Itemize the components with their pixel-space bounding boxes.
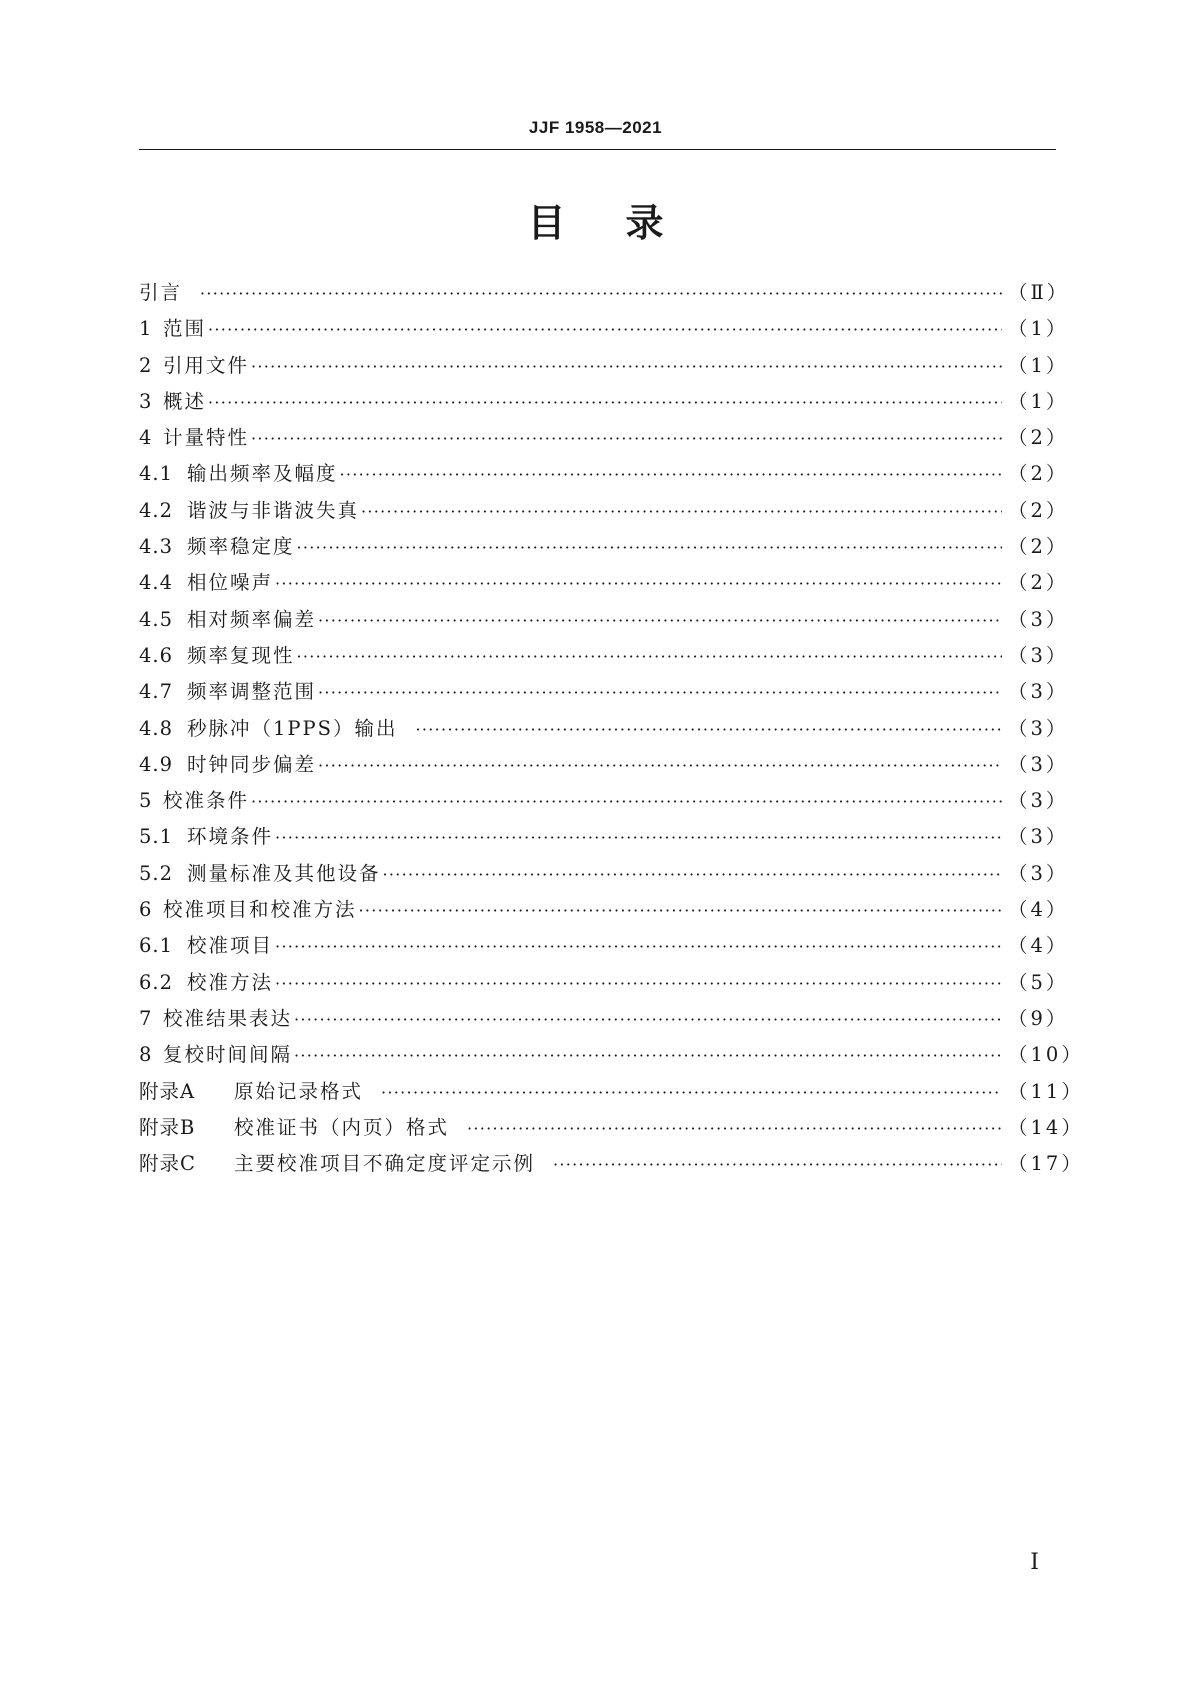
toc-entry[interactable]	[139, 1112, 1084, 1148]
toc-entry-page: （4）	[1008, 934, 1069, 958]
toc-entry[interactable]	[139, 713, 1069, 749]
toc-entry[interactable]	[139, 821, 1069, 857]
toc-entry-page: （2）	[1008, 498, 1069, 522]
toc-leader-dots	[381, 1083, 1002, 1102]
toc-entry[interactable]	[139, 313, 1069, 349]
toc-leader-dots	[416, 720, 1002, 739]
toc-entry-title: 校准证书（内页）格式	[234, 1115, 450, 1139]
toc-leader-dots	[208, 320, 1002, 339]
toc-leader-dots	[383, 865, 1002, 884]
toc-entry-title: 引用文件	[163, 353, 250, 377]
toc-leader-dots	[318, 611, 1002, 630]
toc-entry-title: 校准结果表达	[163, 1006, 293, 1030]
toc-leader-dots	[294, 1046, 1002, 1065]
toc-leader-dots	[275, 828, 1002, 847]
toc-entry-page: （3）	[1008, 752, 1069, 776]
toc-entry-title: 范围	[163, 317, 207, 341]
toc-entry-page: （11）	[1008, 1079, 1084, 1103]
toc-entry-page: （5）	[1008, 970, 1069, 994]
toc-leader-dots	[275, 937, 1002, 956]
toc-entry-number: 4.8	[139, 716, 174, 740]
toc-entry-page: （Ⅱ）	[1008, 281, 1070, 304]
toc-entry-page: （14）	[1008, 1115, 1084, 1139]
toc-entry-title: 频率调整范围	[187, 680, 317, 704]
page-number: Ⅰ	[1030, 1550, 1039, 1575]
toc-entry-page: （2）	[1008, 462, 1069, 486]
toc-entry-number: 4.4	[139, 571, 174, 595]
toc-entry-title: 复校时间间隔	[163, 1043, 293, 1067]
toc-entry[interactable]	[139, 495, 1069, 531]
toc-leader-dots	[318, 756, 1002, 775]
toc-entry-number: 附录A	[139, 1079, 196, 1103]
toc-entry-number: 4.5	[139, 607, 174, 631]
toc-entry-number: 6.1	[139, 934, 174, 958]
toc-entry[interactable]	[139, 422, 1069, 458]
toc-entry[interactable]	[139, 1003, 1069, 1039]
toc-entry-title: 引言	[139, 281, 183, 304]
toc-leader-dots	[294, 1010, 1002, 1029]
toc-entry-number: 6.2	[139, 970, 174, 994]
toc-entry-page: （3）	[1008, 680, 1069, 704]
toc-entry[interactable]	[139, 894, 1069, 930]
toc-leader-dots	[553, 1155, 1002, 1174]
toc-entry-page: （10）	[1008, 1043, 1084, 1067]
toc-entry[interactable]	[139, 785, 1069, 821]
toc-leader-dots	[297, 538, 1002, 557]
toc-entry[interactable]	[139, 967, 1069, 1003]
toc-entry-page: （1）	[1008, 353, 1069, 377]
toc-entry[interactable]	[139, 1148, 1084, 1184]
page-title: 目录	[527, 201, 724, 245]
toc-entry-page: （9）	[1008, 1006, 1069, 1030]
toc-entry[interactable]	[139, 1076, 1084, 1112]
toc-entry-number: 5	[139, 789, 153, 813]
toc-entry-page: （2）	[1008, 535, 1069, 559]
toc-entry-number: 3	[139, 389, 153, 413]
toc-entry-number: 7	[139, 1006, 153, 1030]
toc-entry-page: （2）	[1008, 426, 1069, 450]
toc-entry-number: 4.1	[139, 462, 174, 486]
toc-entry-title: 测量标准及其他设备	[187, 861, 381, 885]
toc-entry-title: 时钟同步偏差	[187, 752, 317, 776]
toc-entry-title: 原始记录格式	[234, 1079, 364, 1103]
toc-entry[interactable]	[139, 277, 1070, 313]
toc-entry-page: （4）	[1008, 898, 1069, 922]
toc-entry-number: 4.3	[139, 535, 174, 559]
toc-leader-dots	[361, 502, 1002, 521]
toc-entry[interactable]	[139, 604, 1069, 640]
toc-entry-number: 4	[139, 426, 153, 450]
toc-leader-dots	[275, 574, 1002, 593]
toc-entry-number: 1	[139, 317, 153, 341]
toc-entry-page: （3）	[1008, 789, 1069, 813]
toc-entry[interactable]	[139, 531, 1069, 567]
toc-entry-page: （2）	[1008, 571, 1069, 595]
toc-leader-dots	[275, 974, 1002, 993]
toc-entry-title: 相位噪声	[187, 571, 274, 595]
toc-entry-title: 频率稳定度	[187, 535, 295, 559]
toc-entry-title: 输出频率及幅度	[187, 462, 338, 486]
toc-leader-dots	[340, 465, 1002, 484]
toc-leader-dots	[318, 683, 1002, 702]
toc-leader-dots	[208, 393, 1002, 412]
toc-entry-number: 4.2	[139, 498, 174, 522]
toc-entry-page: （3）	[1008, 861, 1069, 885]
document-code-header: JJF 1958—2021	[528, 118, 663, 137]
toc-leader-dots	[251, 792, 1002, 811]
toc-entry[interactable]	[139, 1039, 1084, 1075]
toc-entry[interactable]	[139, 930, 1069, 966]
toc-entry-page: （3）	[1008, 607, 1069, 631]
header-divider	[139, 149, 1056, 150]
toc-entry[interactable]	[139, 749, 1069, 785]
toc-entry-title: 秒脉冲（1PPS）输出	[187, 716, 398, 740]
toc-entry-page: （1）	[1008, 317, 1069, 341]
toc-entry-page: （3）	[1008, 643, 1069, 667]
toc-entry-number: 4.6	[139, 643, 174, 667]
toc-leader-dots	[359, 901, 1002, 920]
table-of-contents	[139, 277, 1084, 1184]
toc-entry[interactable]	[139, 676, 1069, 712]
toc-entry-number: 6	[139, 898, 153, 922]
toc-entry-title: 校准方法	[187, 970, 274, 994]
toc-leader-dots	[200, 284, 1002, 303]
toc-entry-title: 频率复现性	[187, 643, 295, 667]
toc-entry-title: 谐波与非谐波失真	[187, 498, 360, 522]
toc-entry-page: （1）	[1008, 389, 1069, 413]
toc-entry-title: 环境条件	[187, 825, 274, 849]
toc-entry[interactable]	[139, 350, 1069, 386]
toc-entry-title: 计量特性	[163, 426, 250, 450]
toc-entry[interactable]	[139, 458, 1069, 494]
toc-entry-number: 4.9	[139, 752, 174, 776]
toc-leader-dots	[251, 429, 1002, 448]
toc-entry-title: 相对频率偏差	[187, 607, 317, 631]
toc-entry-number: 附录C	[139, 1152, 196, 1176]
toc-leader-dots	[467, 1119, 1002, 1138]
toc-leader-dots	[297, 647, 1002, 666]
toc-entry-number: 8	[139, 1043, 153, 1067]
toc-entry-title: 概述	[163, 389, 207, 413]
toc-entry-number: 5.2	[139, 861, 174, 885]
toc-entry-page: （3）	[1008, 716, 1069, 740]
toc-entry-page: （17）	[1008, 1152, 1084, 1176]
toc-leader-dots	[251, 357, 1002, 376]
toc-entry-number: 5.1	[139, 825, 174, 849]
toc-entry-page: （3）	[1008, 825, 1069, 849]
toc-entry-title: 校准项目和校准方法	[163, 898, 357, 922]
toc-entry[interactable]	[139, 640, 1069, 676]
toc-entry[interactable]	[139, 858, 1069, 894]
toc-entry-number: 2	[139, 353, 153, 377]
toc-entry-title: 校准条件	[163, 789, 250, 813]
toc-entry-number: 4.7	[139, 680, 174, 704]
toc-entry[interactable]	[139, 386, 1069, 422]
toc-entry-title: 主要校准项目不确定度评定示例	[234, 1152, 536, 1176]
toc-entry-number: 附录B	[139, 1115, 196, 1139]
toc-entry[interactable]	[139, 567, 1069, 603]
toc-entry-title: 校准项目	[187, 934, 274, 958]
